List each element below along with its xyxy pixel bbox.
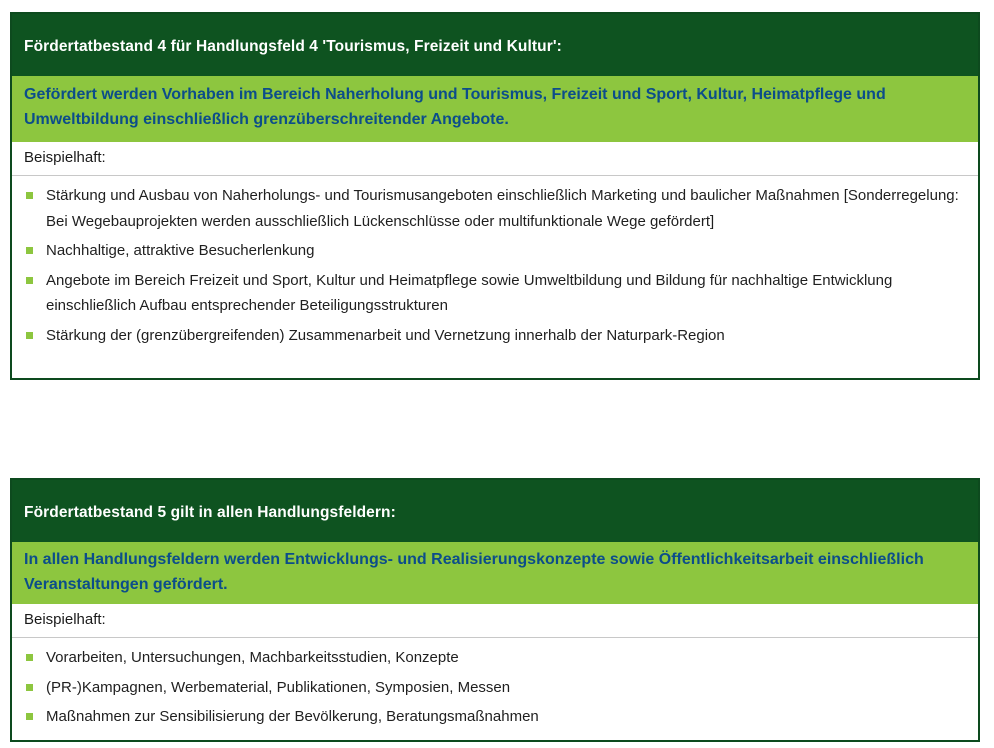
list-item xyxy=(24,704,966,730)
examples-label: Beispielhaft: xyxy=(12,142,978,176)
list-item-text: Maßnahmen zur Sensibilisierung der Bevölkerung, Beratungsmaßnahmen xyxy=(46,708,539,725)
box-intro: Gefördert werden Vorhaben im Bereich Naherholung und Tourismus, Freizeit und Sport, Kultur, Heimatpflege und Umweltbildung einschließlich grenzüberschreitender Angebote. xyxy=(12,76,978,142)
list-item xyxy=(24,675,966,701)
examples-list xyxy=(12,638,978,730)
list-item xyxy=(24,268,966,319)
list-item-text: Angebote im Bereich Freizeit und Sport, Kultur und Heimatpflege sowie Umweltbildung und Bildung für nachhaltige Entwicklung einschließlich Aufbau entsprechender Beteiligungsstrukturen xyxy=(46,271,893,314)
examples-label: Beispielhaft: xyxy=(12,604,978,638)
square-bullet-icon xyxy=(26,277,33,284)
square-bullet-icon xyxy=(26,654,33,661)
box-intro: In allen Handlungsfeldern werden Entwicklungs- und Realisierungskonzepte sowie Öffentlichkeitsarbeit einschließlich Veranstaltungen gefördert. xyxy=(12,542,978,604)
box-header: Fördertatbestand 5 gilt in allen Handlungsfeldern: xyxy=(12,480,978,542)
square-bullet-icon xyxy=(26,192,33,199)
square-bullet-icon xyxy=(26,332,33,339)
list-item xyxy=(24,645,966,671)
list-item xyxy=(24,183,966,234)
list-item xyxy=(24,323,966,349)
list-item-text: Nachhaltige, attraktive Besucherlenkung xyxy=(46,242,315,259)
list-item-text: Stärkung der (grenzübergreifenden) Zusammenarbeit und Vernetzung innerhalb der Naturpark-Region xyxy=(46,326,725,344)
square-bullet-icon xyxy=(26,713,33,720)
examples-list xyxy=(12,176,978,348)
funding-box-5 xyxy=(10,478,980,742)
list-item-text: Stärkung und Ausbau von Naherholungs- und Tourismusangeboten einschließlich Marketing und baulicher Maßnahmen [Sonderregelung: Bei Wegebauprojekten werden ausschließlich Lückenschlüsse oder multifunktionale Wege gefördert] xyxy=(46,187,959,230)
list-item xyxy=(24,238,966,264)
list-item-text: Vorarbeiten, Untersuchungen, Machbarkeitsstudien, Konzepte xyxy=(46,649,459,666)
list-item-text: (PR-)Kampagnen, Werbematerial, Publikationen, Symposien, Messen xyxy=(46,678,511,696)
square-bullet-icon xyxy=(26,247,33,254)
square-bullet-icon xyxy=(26,684,33,691)
box-header: Fördertatbestand 4 für Handlungsfeld 4 'Tourismus, Freizeit und Kultur': xyxy=(12,14,978,76)
funding-box-4 xyxy=(10,12,980,380)
